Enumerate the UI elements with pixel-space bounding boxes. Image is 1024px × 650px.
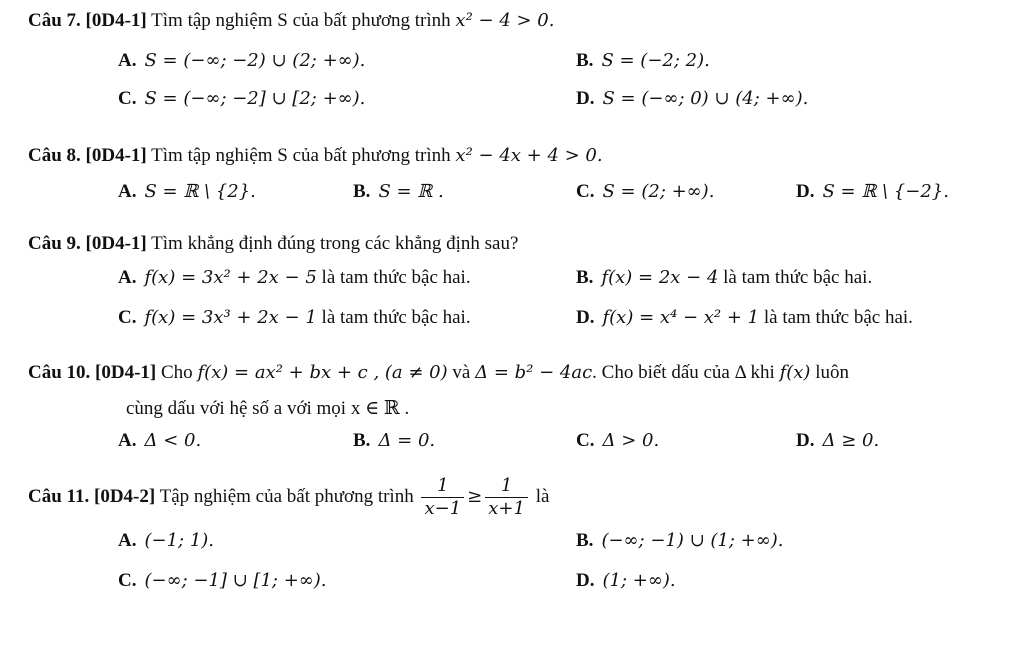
question-number: Câu 7.: [28, 10, 81, 31]
option-math: f(x) = 2x − 4: [601, 267, 719, 288]
question-11: [28, 472, 1010, 598]
option-math: f(x) = 3x² + 2x − 5: [144, 267, 317, 288]
stem-line-2: cùng dấu với hệ số a với mọi x ∈ ℝ .: [126, 398, 410, 419]
option-c: [118, 568, 327, 594]
option-label: A.: [118, 430, 137, 451]
question-number: Câu 10.: [28, 362, 91, 383]
option-label: B.: [576, 267, 594, 288]
option-a: [118, 528, 214, 554]
option-text: Δ < 0.: [144, 430, 202, 451]
option-label: D.: [576, 570, 595, 591]
question-number: Câu 8.: [28, 145, 81, 166]
option-text: (−∞; −1) ∪ (1; +∞).: [601, 530, 784, 551]
stem-math: x² − 4 > 0.: [455, 10, 555, 31]
option-c: [118, 86, 365, 112]
stem-math: x² − 4x + 4 > 0.: [455, 145, 603, 166]
option-text: là tam thức bậc hai.: [763, 307, 913, 328]
stem-text: và: [452, 362, 471, 383]
option-text: là tam thức bậc hai.: [321, 307, 471, 328]
numerator: 1: [485, 475, 528, 498]
relation-symbol: ≥: [467, 486, 483, 507]
question-stem: [28, 360, 1010, 386]
option-label: C.: [576, 181, 595, 202]
numerator: 1: [421, 475, 464, 498]
option-label: B.: [576, 50, 594, 71]
denominator: x−1: [424, 498, 462, 520]
option-c: [118, 305, 471, 331]
option-b: [576, 265, 872, 291]
stem-text: Tìm tập nghiệm S của bất phương trình: [151, 10, 451, 31]
option-label: C.: [118, 88, 137, 109]
option-text: S = (−∞; −2] ∪ [2; +∞).: [144, 88, 366, 109]
question-stem: [28, 472, 1010, 522]
stem-text: Tập nghiệm của bất phương trình: [159, 486, 414, 507]
option-label: A.: [118, 181, 137, 202]
option-text: S = ℝ .: [378, 181, 444, 202]
option-math: f(x) = 3x³ + 2x − 1: [144, 307, 317, 328]
option-text: S = ℝ \ {−2}.: [822, 181, 949, 202]
option-text: (1; +∞).: [602, 570, 676, 591]
option-d: [796, 428, 879, 454]
stem-text: là: [535, 486, 550, 507]
option-label: B.: [576, 530, 594, 551]
option-b: [576, 48, 710, 74]
option-label: B.: [353, 181, 371, 202]
option-label: D.: [796, 430, 815, 451]
stem-text: luôn: [815, 362, 849, 383]
fraction: [485, 475, 528, 520]
option-text: S = ℝ \ {2}.: [144, 181, 256, 202]
question-stem: [28, 8, 1010, 34]
option-c: [576, 179, 714, 205]
stem-text: Cho: [161, 362, 193, 383]
question-10: [28, 360, 1010, 458]
option-text: Δ > 0.: [602, 430, 660, 451]
option-text: Δ ≥ 0.: [822, 430, 880, 451]
question-8: [28, 143, 1010, 209]
stem-text: Tìm tập nghiệm S của bất phương trình: [151, 145, 451, 166]
option-text: S = (−2; 2).: [601, 50, 710, 71]
stem-math: f(x) = ax² + bx + c , (a ≠ 0): [197, 362, 448, 383]
question-code: [0D4-1]: [85, 10, 147, 31]
question-code: [0D4-1]: [95, 362, 157, 383]
stem-text: Tìm khẳng định đúng trong các khẳng định sau?: [151, 233, 519, 254]
option-a: [118, 48, 365, 74]
option-d: [796, 179, 949, 205]
option-d: [576, 568, 676, 594]
stem-text: . Cho biết dấu của Δ khi: [592, 362, 775, 383]
stem-math: f(x): [779, 362, 811, 383]
option-label: A.: [118, 50, 137, 71]
option-text: Δ = 0.: [378, 430, 436, 451]
question-7: [28, 8, 1010, 116]
option-text: là tam thức bậc hai.: [723, 267, 873, 288]
option-a: [118, 179, 256, 205]
stem-math: Δ = b² − 4ac: [475, 362, 593, 383]
option-label: B.: [353, 430, 371, 451]
option-math: f(x) = x⁴ − x² + 1: [602, 307, 760, 328]
option-d: [576, 86, 808, 112]
denominator: x+1: [488, 498, 525, 520]
option-text: (−∞; −1] ∪ [1; +∞).: [144, 570, 327, 591]
option-text: S = (−∞; −2) ∪ (2; +∞).: [144, 50, 366, 71]
question-number: Câu 9.: [28, 233, 81, 254]
option-a: [118, 428, 201, 454]
option-label: A.: [118, 530, 137, 551]
option-text: là tam thức bậc hai.: [321, 267, 471, 288]
option-text: (−1; 1).: [144, 530, 215, 551]
option-label: D.: [576, 307, 595, 328]
option-a: [118, 265, 471, 291]
option-c: [576, 428, 659, 454]
question-code: [0D4-2]: [94, 486, 156, 507]
option-b: [576, 528, 784, 554]
option-text: S = (−∞; 0) ∪ (4; +∞).: [602, 88, 809, 109]
option-label: C.: [118, 307, 137, 328]
option-label: D.: [796, 181, 815, 202]
option-text: S = (2; +∞).: [602, 181, 715, 202]
question-code: [0D4-1]: [85, 233, 147, 254]
question-code: [0D4-1]: [85, 145, 147, 166]
option-label: C.: [576, 430, 595, 451]
question-stem: [28, 231, 1010, 257]
option-label: C.: [118, 570, 137, 591]
option-d: [576, 305, 913, 331]
option-b: [353, 179, 444, 205]
option-label: A.: [118, 267, 137, 288]
question-9: [28, 231, 1010, 335]
option-label: D.: [576, 88, 595, 109]
question-stem: [28, 143, 1010, 169]
question-number: Câu 11.: [28, 486, 90, 507]
option-b: [353, 428, 435, 454]
fraction: [421, 475, 464, 520]
